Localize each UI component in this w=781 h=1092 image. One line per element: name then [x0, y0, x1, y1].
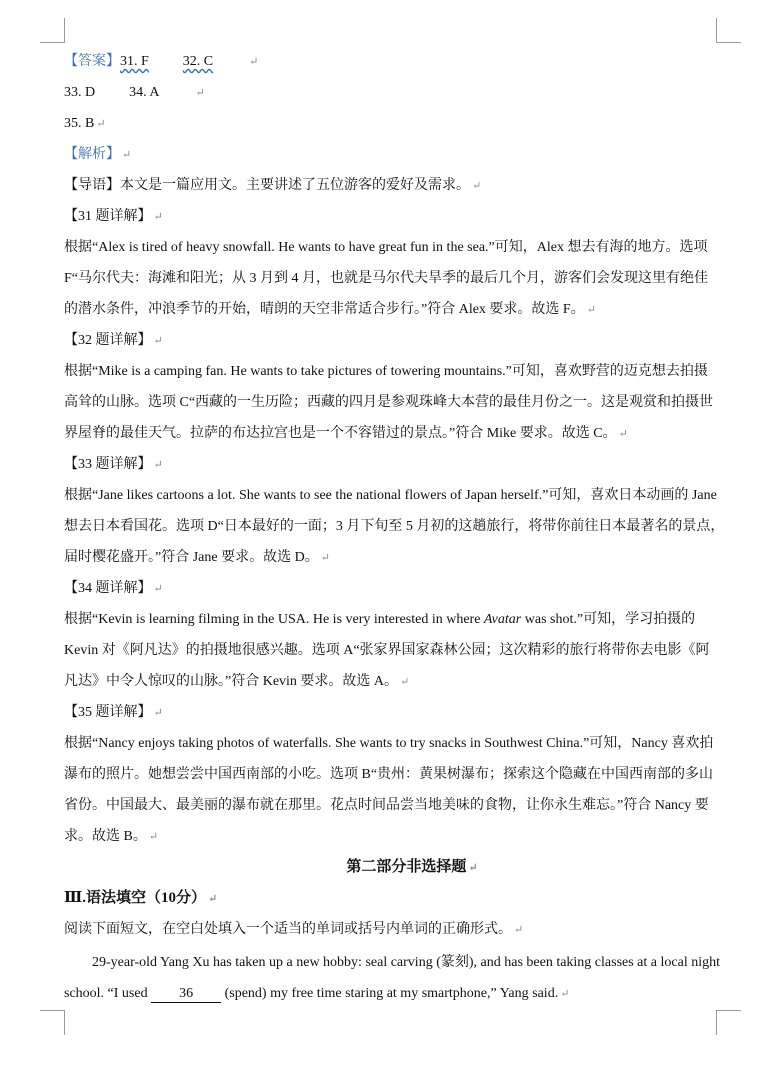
page-corner-mark-top-left: [40, 18, 65, 43]
movie-title-avatar: Avatar: [483, 612, 522, 627]
q32-title: 【32 题详解】 ↵: [64, 333, 163, 348]
q33-title: 【33 题详解】 ↵: [64, 457, 163, 472]
q34-line-3: 凡达》中令人惊叹的山脉。”符合 Kevin 要求。故选 A。 ↵: [64, 674, 410, 689]
q33-line-3: 届时樱花盛开。”符合 Jane 要求。故选 D。 ↵: [64, 550, 330, 565]
q32-line-1: 根据“Mike is a camping fan. He wants to take pictures of towering mountains.”可知，喜欢野营的迈克想去拍摄: [64, 364, 708, 379]
q35-line-3: 省份。中国最大、最美丽的瀑布就在那里。花点时间品尝当地美味的食物，让你永生难忘。”符合 Nancy 要: [64, 798, 709, 813]
analysis-label: 【解析】 ↵: [64, 147, 132, 162]
answers-line-1: [64, 46, 720, 77]
q35-title: 【35 题详解】 ↵: [64, 705, 163, 720]
q34-line-1: 根据“Kevin is learning filming in the USA. He is very interested in where Avatar was shot.”可知，学习拍摄的: [64, 612, 696, 627]
answers-line-2: [64, 77, 720, 108]
guide-text: 【导语】本文是一篇应用文。主要讲述了五位游客的爱好及需求。 ↵: [64, 178, 482, 193]
page-corner-mark-bottom-right: [716, 1010, 741, 1035]
answer-label: 【答案】: [64, 54, 120, 69]
q31-line-3: 的潜水条件，冲浪季节的开始，晴朗的天空非常适合步行。”符合 Alex 要求。故选 F。 ↵: [64, 302, 596, 317]
paragraph-mark: ↵: [195, 87, 205, 99]
q33-line-2: 想去日本看国花。选项 D“日本最好的一面；3 月下旬至 5 月初的这趟旅行，将带你前往日本最著名的景点，: [64, 519, 725, 534]
page-corner-mark-top-right: [716, 18, 741, 43]
page-corner-mark-bottom-left: [40, 1010, 65, 1035]
section3-title: Ⅲ.语法填空（10分） ↵: [64, 890, 218, 906]
answers-line-3: [64, 108, 720, 139]
q35-line-2: 瀑布的照片。她想尝尝中国西南部的小吃。选项 B“贵州：黄果树瀑布；探索这个隐藏在中国西南部的多山: [64, 767, 714, 782]
q33-line-1: 根据“Jane likes cartoons a lot. She wants to see the national flowers of Japan herself.”可知，喜欢日本动画的 Jane: [64, 488, 717, 503]
q32-line-2: 高耸的山脉。选项 C“西藏的一生历险；西藏的四月是参观珠峰大本营的最佳月份之一。这是观赏和拍摄世: [64, 395, 714, 410]
q35-line-4: 求。故选 B。 ↵: [64, 829, 159, 844]
passage-line-2: school. “I used 36 (spend) my free time staring at my smartphone,” Yang said. ↵: [64, 986, 570, 1001]
answer-35: 35. B: [64, 116, 95, 131]
q31-title: 【31 题详解】 ↵: [64, 209, 163, 224]
paragraph-mark: ↵: [96, 118, 106, 130]
answer-34: 34. A: [129, 85, 160, 100]
answer-33: 33. D: [64, 85, 96, 100]
q31-line-2: F“马尔代夫：海滩和阳光；从 3 月到 4 月，也就是马尔代夫旱季的最后几个月，游客们会发现这里有绝佳: [64, 271, 708, 286]
answer-32: 32. C: [182, 54, 214, 69]
passage-line-1: 29-year-old Yang Xu has taken up a new hobby: seal carving (篆刻), and has been taking classes at a local night: [92, 955, 720, 970]
answer-31: 31. F: [120, 54, 149, 69]
q35-line-1: 根据“Nancy enjoys taking photos of waterfalls. She wants to try snacks in Southwest China.”可知，Nancy 喜欢拍: [64, 736, 714, 751]
q34-title: 【34 题详解】 ↵: [64, 581, 163, 596]
section3-instruction: 阅读下面短文，在空白处填入一个适当的单词或括号内单词的正确形式。 ↵: [64, 922, 524, 937]
blank-36[interactable]: 36: [151, 986, 221, 1003]
q34-line-2: Kevin 对《阿凡达》的拍摄地很感兴趣。选项 A“张家界国家森林公园；这次精彩的旅行将带你去电影《阿: [64, 643, 710, 658]
document-page: [64, 46, 725, 1009]
paragraph-mark: ↵: [249, 56, 259, 68]
part2-heading: 第二部分非选择题 ↵: [346, 859, 478, 875]
q32-line-3: 界屋脊的最佳天气。拉萨的布达拉宫也是一个不容错过的景点。”符合 Mike 要求。故选 C。 ↵: [64, 426, 628, 441]
q31-line-1: 根据“Alex is tired of heavy snowfall. He wants to have great fun in the sea.”可知，Alex 想去有海的地方。选项: [64, 240, 708, 255]
